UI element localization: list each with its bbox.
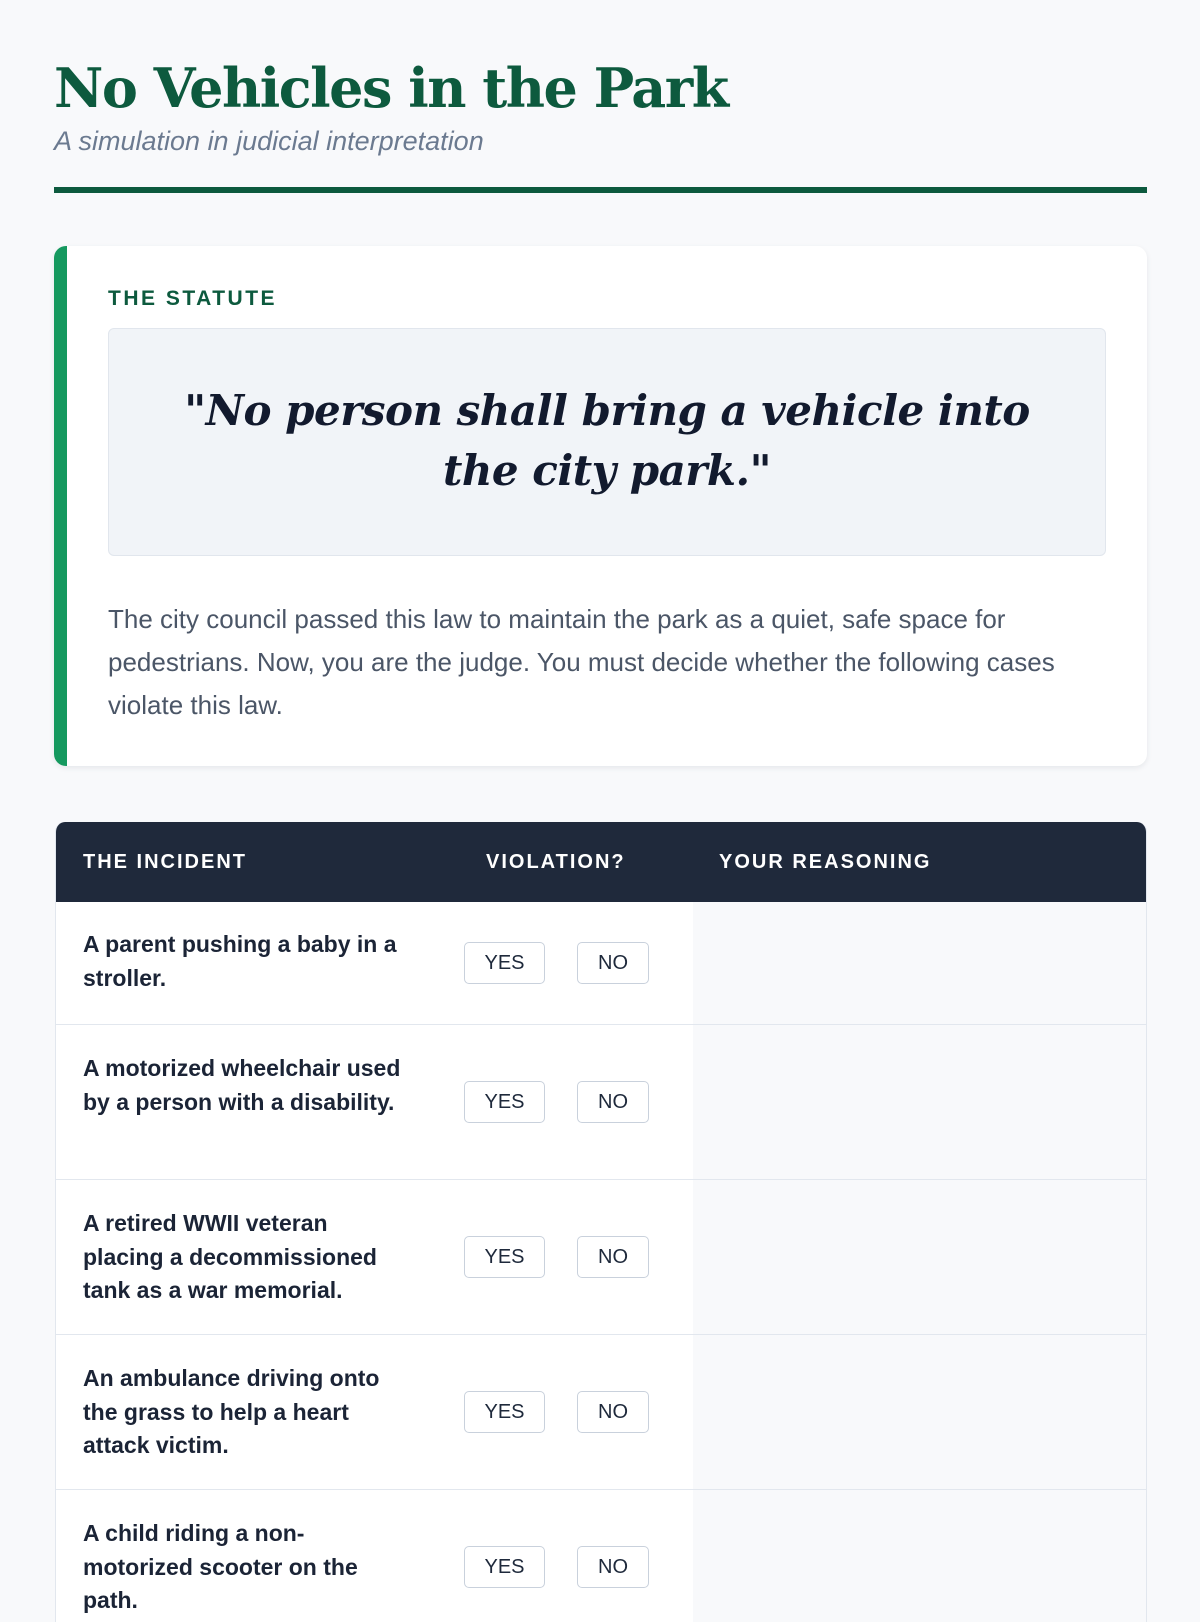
incident-text: A motorized wheelchair used by a person with a disability. bbox=[83, 1055, 401, 1115]
yes-button[interactable]: YES bbox=[464, 942, 545, 984]
no-button[interactable]: NO bbox=[577, 1391, 649, 1433]
no-button[interactable]: NO bbox=[577, 1546, 649, 1588]
page-title: No Vehicles in the Park bbox=[54, 56, 728, 120]
table-row bbox=[56, 1180, 1146, 1335]
yes-button[interactable]: YES bbox=[464, 1546, 545, 1588]
column-header-violation: VIOLATION? bbox=[486, 851, 626, 873]
no-button[interactable]: NO bbox=[577, 1081, 649, 1123]
incident-text: An ambulance driving onto the grass to help a heart attack victim. bbox=[83, 1365, 380, 1458]
reasoning-cell[interactable] bbox=[693, 1025, 1146, 1179]
table-row bbox=[56, 1025, 1146, 1180]
yes-button[interactable]: YES bbox=[464, 1236, 545, 1278]
table-row bbox=[56, 1335, 1146, 1490]
reasoning-cell[interactable] bbox=[693, 902, 1146, 1024]
incident-text: A retired WWII veteran placing a decommissioned tank as a war memorial. bbox=[83, 1210, 377, 1303]
statute-quote: "No person shall bring a vehicle into the city park." bbox=[184, 386, 1030, 495]
reasoning-cell[interactable] bbox=[693, 1335, 1146, 1489]
reasoning-cell[interactable] bbox=[693, 1490, 1146, 1622]
table-row bbox=[56, 902, 1146, 1025]
reasoning-cell[interactable] bbox=[693, 1180, 1146, 1334]
yes-button[interactable]: YES bbox=[464, 1081, 545, 1123]
incident-text: A parent pushing a baby in a stroller. bbox=[83, 931, 397, 991]
cases-table bbox=[55, 822, 1147, 1622]
statute-label: THE STATUTE bbox=[108, 287, 278, 310]
statute-description: The city council passed this law to maintain the park as a quiet, safe space for pedestrians. Now, you are the judge. You must decide whether the following cases violate this law. bbox=[108, 604, 1055, 720]
no-button[interactable]: NO bbox=[577, 942, 649, 984]
no-button[interactable]: NO bbox=[577, 1236, 649, 1278]
incident-text: A child riding a non-motorized scooter on the path. bbox=[83, 1520, 358, 1613]
title-divider bbox=[54, 187, 1147, 193]
cases-table-header bbox=[56, 822, 1146, 902]
column-header-incident: THE INCIDENT bbox=[83, 851, 247, 873]
statute-accent-bar bbox=[54, 246, 67, 766]
table-row bbox=[56, 1490, 1146, 1622]
yes-button[interactable]: YES bbox=[464, 1391, 545, 1433]
page-subtitle: A simulation in judicial interpretation bbox=[54, 126, 484, 156]
statute-quote-box bbox=[108, 328, 1106, 556]
column-header-reasoning: YOUR REASONING bbox=[719, 851, 932, 873]
